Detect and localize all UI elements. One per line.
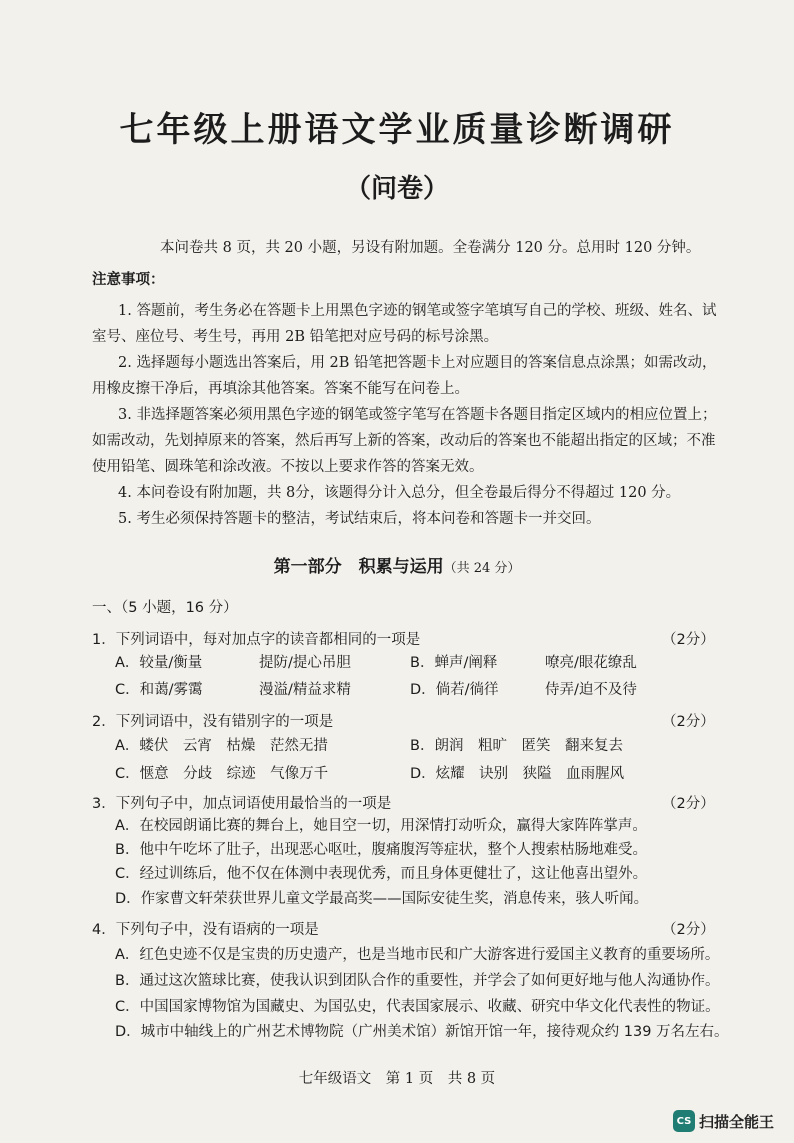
option-a: A．蝼伏 云宵 枯燥 茫然无措 — [115, 738, 328, 754]
section-heading: 一、（5 小题，16 分） — [92, 600, 238, 616]
option-d: D．炫耀 诀别 狭隘 血雨腥风 — [410, 766, 625, 782]
option-d: D．城市中轴线上的广州艺术博物院（广州美术馆）新馆开馆一年，接待观众约 139 万名左右。 — [115, 1024, 729, 1040]
question-stem: 1．下列词语中，每对加点字的读音都相同的一项是 — [92, 632, 421, 648]
option-b: B．蝉声/阐释 — [410, 655, 498, 671]
question-stem: 4．下列句子中，没有语病的一项是 — [92, 922, 319, 938]
option-a: A．在校园朗诵比赛的舞台上，她目空一切，用深情打动听众，赢得大家阵阵掌声。 — [115, 818, 647, 834]
question-score: （2分） — [662, 714, 715, 730]
option-c: C．中国国家博物馆为国藏史、为国弘史，代表国家展示、收藏、研究中华文化代表性的物证。 — [115, 999, 720, 1015]
question-score: （2分） — [662, 796, 715, 812]
notice-line: 使用铅笔、圆珠笔和涂改液。不按以上要求作答的答案无效。 — [92, 459, 484, 475]
question-score: （2分） — [662, 922, 715, 938]
scanner-watermark — [673, 1110, 774, 1132]
option-a: A．红色史迹不仅是宝贵的历史遗产，也是当地市民和广大游客进行爱国主义教育的重要场所。 — [115, 947, 720, 963]
part-title: 第一部分 积累与运用 — [273, 557, 444, 577]
option-a-word: 提防/提心吊胆 — [259, 655, 351, 671]
question-stem: 3．下列句子中，加点词语使用最恰当的一项是 — [92, 796, 392, 812]
option-b-word: 嘹亮/眼花缭乱 — [545, 655, 637, 671]
question-stem: 2．下列词语中，没有错别字的一项是 — [92, 714, 334, 730]
notice-line: 用橡皮擦干净后，再填涂其他答案。答案不能写在问卷上。 — [92, 381, 469, 397]
notice-line: 4. 本问卷设有附加题，共 8分，该题得分计入总分，但全卷最后得分不得超过 120 分。 — [118, 485, 681, 501]
scanner-label: 扫描全能王 — [698, 1112, 774, 1131]
option-c-word: 漫溢/精益求精 — [259, 682, 351, 698]
notice-line: 3. 非选择题答案必须用黑色字迹的钢笔或签字笔写在答题卡各题目指定区域内的相应位置上； — [118, 407, 717, 423]
option-c: C．经过训练后，他不仅在体测中表现优秀，而且身体更健壮了，这让他喜出望外。 — [115, 866, 648, 882]
page-title: 七年级上册语文学业质量诊断调研 — [119, 110, 675, 150]
option-b: B．朗润 粗旷 匿笑 翻来复去 — [410, 738, 623, 754]
option-c: C．和蔼/雾霭 — [115, 682, 203, 698]
notice-line: 1. 答题前，考生务必在答题卡上用黑色字迹的钢笔或签字笔填写自己的学校、班级、姓名、试 — [118, 303, 717, 319]
option-d: D．倘若/徜徉 — [410, 682, 499, 698]
part-points: （共 24 分） — [443, 561, 521, 576]
option-d: D．作家曹文轩荣获世界儿童文学最高奖——国际安徒生奖，消息传来，骇人听闻。 — [115, 891, 649, 907]
page-subtitle: （问卷） — [344, 174, 449, 204]
camscanner-logo-icon: CS — [673, 1110, 695, 1132]
option-c: C．惬意 分歧 综迹 气像万千 — [115, 766, 329, 782]
page-footer: 七年级语文 第 1 页 共 8 页 — [298, 1071, 496, 1087]
notice-heading: 注意事项： — [92, 271, 165, 288]
notice-line: 5. 考生必须保持答题卡的整洁，考试结束后，将本问卷和答题卡一并交回。 — [118, 511, 601, 527]
notice-line: 2. 选择题每小题选出答案后，用 2B 铅笔把答题卡上对应题目的答案信息点涂黑；如需改动， — [118, 355, 717, 371]
question-score: （2分） — [662, 632, 715, 648]
option-a: A．较量/衡量 — [115, 655, 203, 671]
part-heading — [0, 552, 794, 577]
option-d-word: 侍弄/迫不及待 — [545, 682, 637, 698]
option-b: B．通过这次篮球比赛，使我认识到团队合作的重要性，并学会了如何更好地与他人沟通协作。 — [115, 973, 720, 989]
intro-text: 本问卷共 8 页，共 20 小题，另设有附加题。全卷满分 120 分。总用时 120 分钟。 — [160, 240, 701, 256]
notice-line: 如需改动，先划掉原来的答案，然后再写上新的答案，改动后的答案也不能超出指定的区域；不准 — [92, 433, 716, 449]
notice-line: 室号、座位号、考生号，再用 2B 铅笔把对应号码的标号涂黑。 — [92, 329, 499, 345]
option-b: B．他中午吃坏了肚子，出现恶心呕吐，腹痛腹泻等症状，整个人搜索枯肠地难受。 — [115, 842, 647, 858]
